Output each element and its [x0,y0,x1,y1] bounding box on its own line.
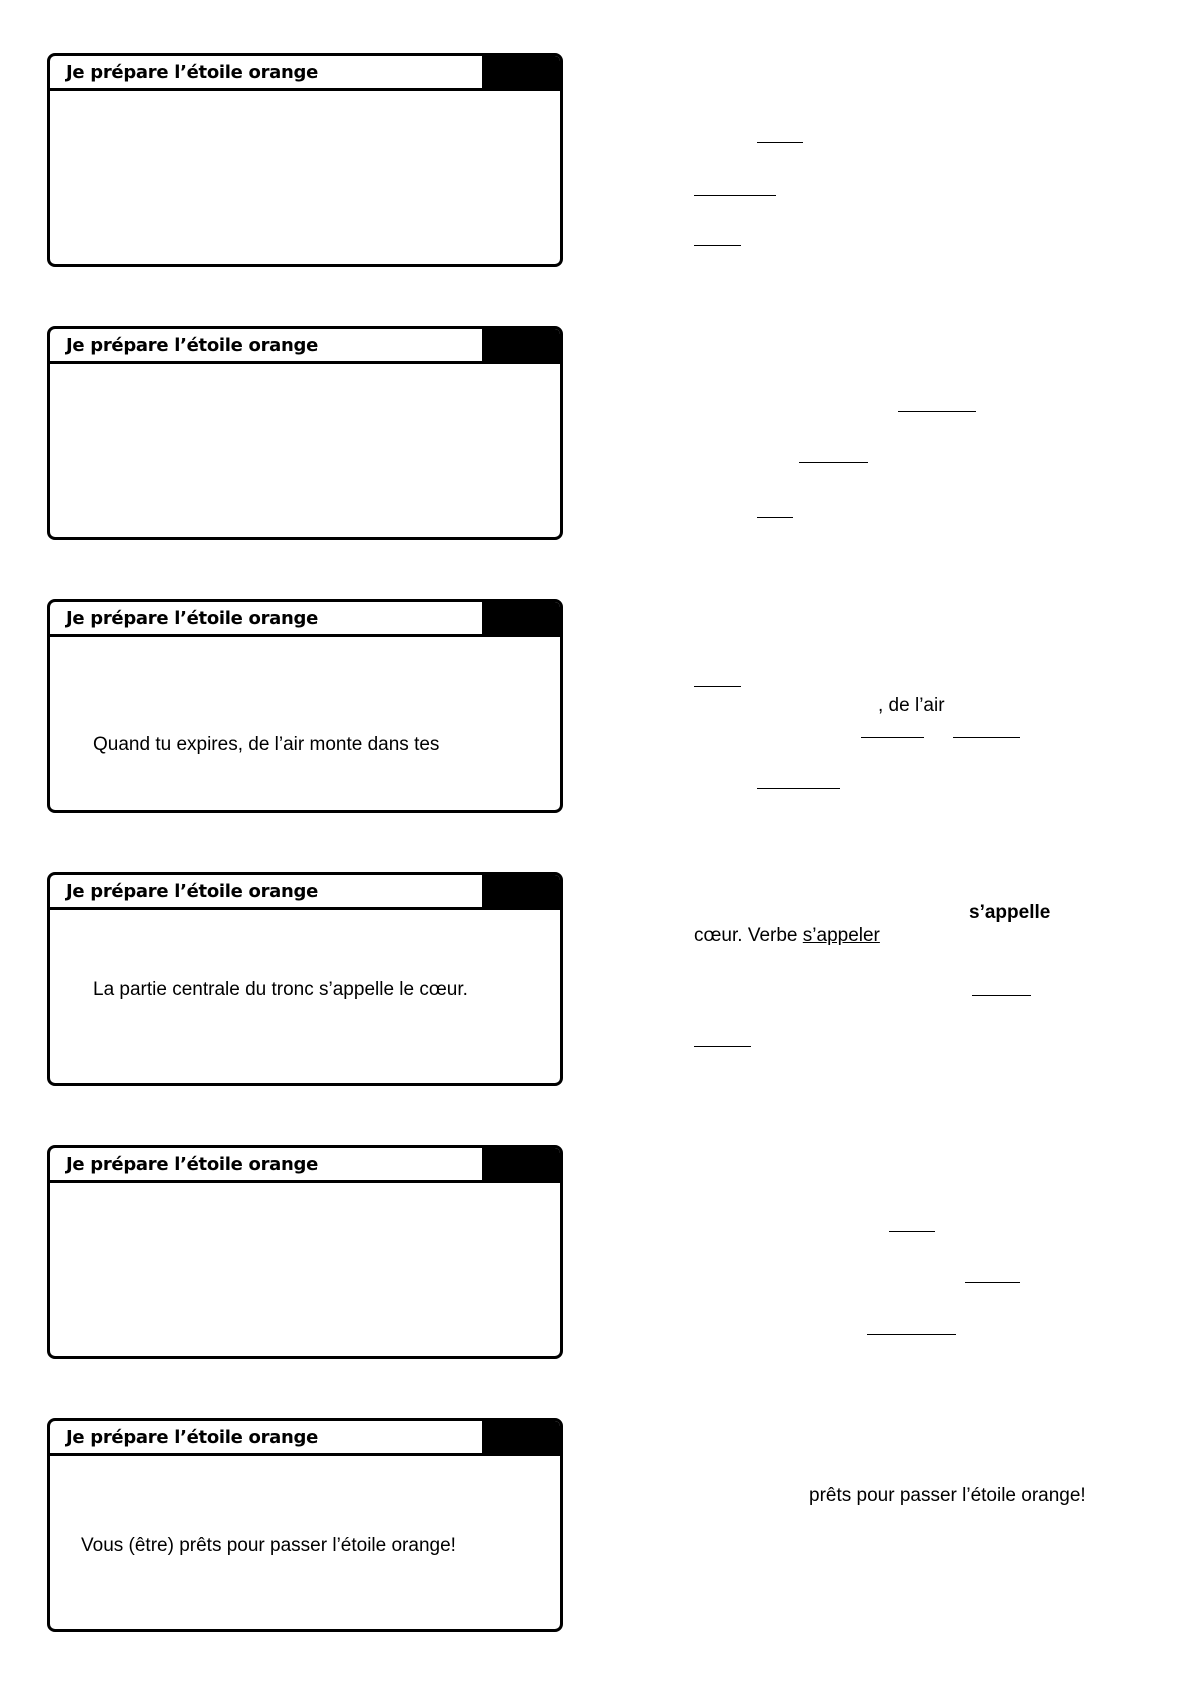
card-header [50,1148,560,1183]
answer-blank [694,1046,751,1047]
answer-blank [965,1282,1020,1283]
answer-blank [694,245,741,246]
card-title: Je prépare l’étoile orange [66,1427,319,1448]
answer-blank [861,737,924,738]
exercise-card-6 [47,1418,563,1632]
card-header-tab [482,1421,560,1453]
card-title: Je prépare l’étoile orange [66,335,319,356]
card-header-tab [482,329,560,361]
card-sentence: La partie centrale du tronc s’appelle le cœur. [93,979,468,1000]
answer-blank [757,142,803,143]
answer-infinitive: s’appeler [802,925,880,946]
card-title: Je prépare l’étoile orange [66,62,319,83]
answer-blank [694,195,776,196]
card-title: Je prépare l’étoile orange [66,608,319,629]
answer-blank [898,411,976,412]
card-sentence: Vous (être) prêts pour passer l’étoile orange! [81,1535,456,1556]
answer-blank [889,1231,935,1232]
answer-line-prefix: cœur. Verbe [694,925,803,946]
exercise-card-2 [47,326,563,540]
answer-blank [799,462,868,463]
card-header [50,875,560,910]
answer-blank [953,737,1020,738]
card-sentence: Quand tu expires, de l’air monte dans tes [93,734,440,755]
exercise-card-5 [47,1145,563,1359]
exercise-card-4 [47,872,563,1086]
card-header [50,329,560,364]
exercise-card-3 [47,599,563,813]
answer-fragment: , de l’air [878,695,945,716]
card-title: Je prépare l’étoile orange [66,1154,319,1175]
card-header [50,56,560,91]
card-header-tab [482,1148,560,1180]
answer-blank [757,517,793,518]
card-header-tab [482,602,560,634]
answer-blank [694,686,741,687]
answer-sentence: prêts pour passer l’étoile orange! [809,1485,1086,1506]
card-header-tab [482,875,560,907]
card-title: Je prépare l’étoile orange [66,881,319,902]
card-header [50,602,560,637]
answer-line [694,925,880,947]
answer-blank [757,788,840,789]
card-header [50,1421,560,1456]
answer-blank [867,1334,956,1335]
card-header-tab [482,56,560,88]
exercise-card-1 [47,53,563,267]
answer-verb-bold: s’appelle [969,902,1051,923]
answer-blank [972,995,1031,996]
